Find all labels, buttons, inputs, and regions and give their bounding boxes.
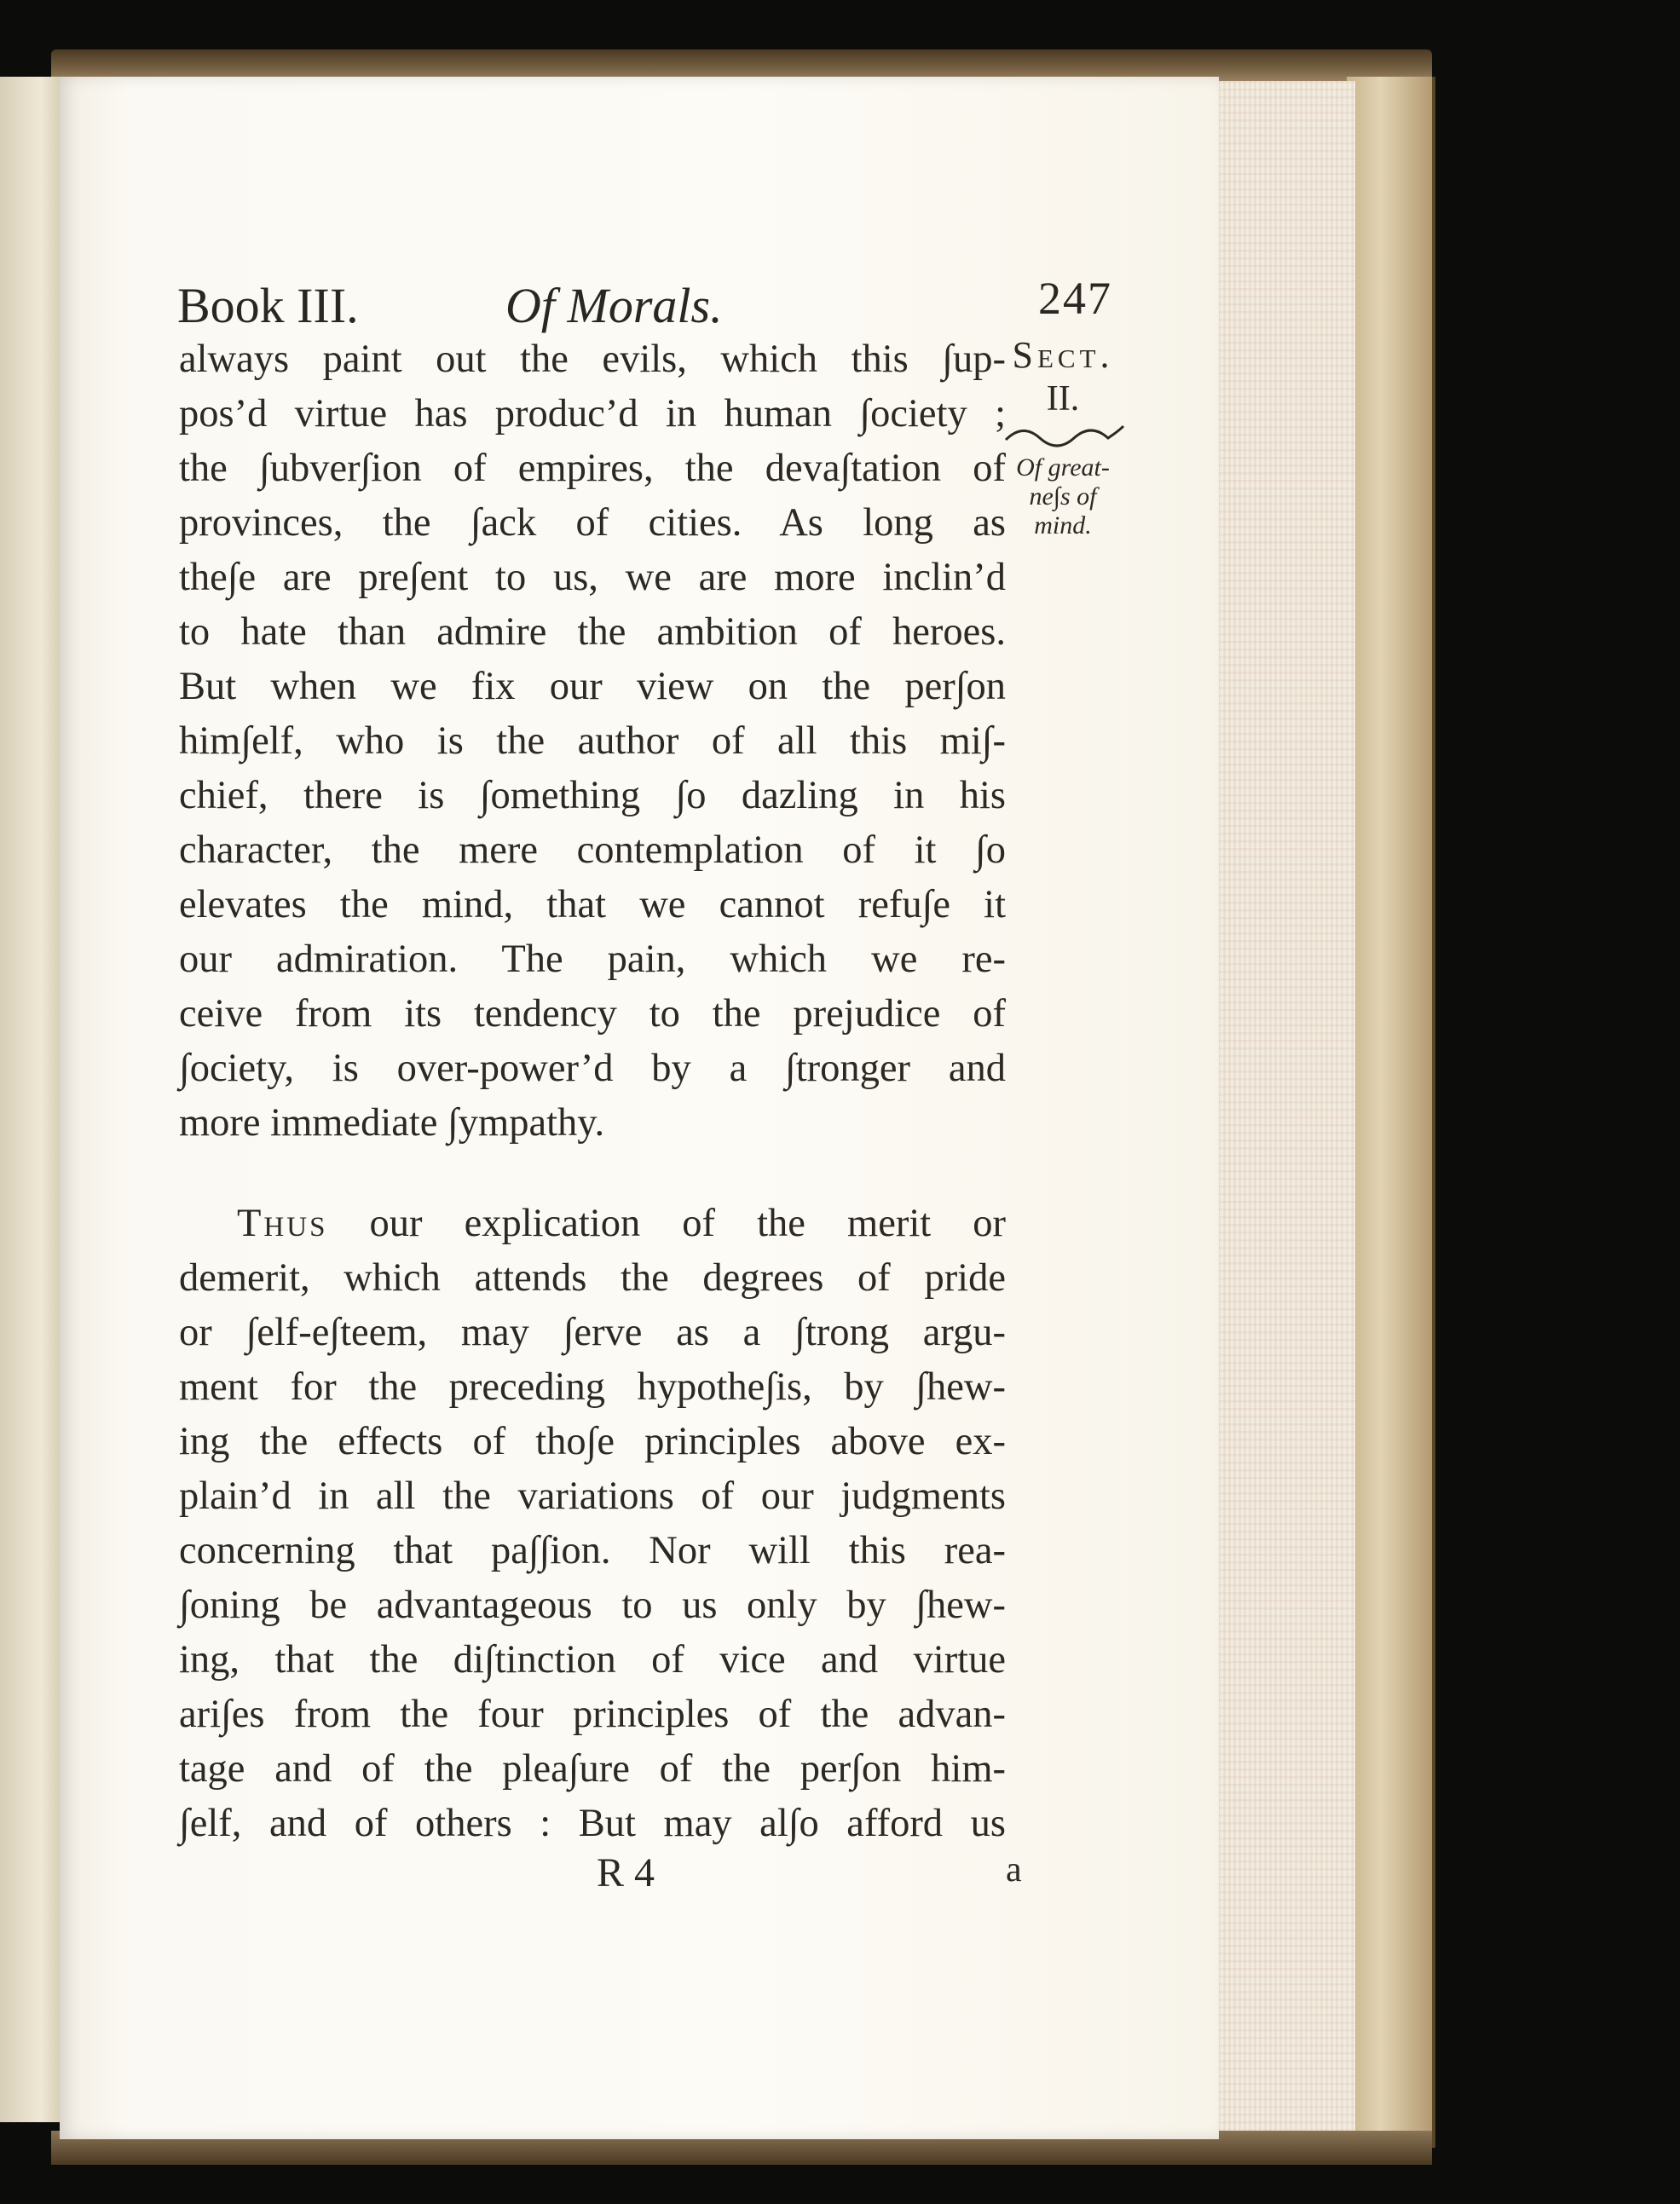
- text-line: tage and of the plea∫ure of the per∫on him-: [179, 1747, 1006, 1791]
- header-title: Of Morals.: [505, 278, 723, 333]
- text-line: pos’d virtue has produc’d in human ∫ociety ;: [179, 392, 1006, 436]
- book-cover-fore-edge: [1347, 77, 1435, 2148]
- lead-word: Thus: [237, 1202, 328, 1245]
- text-line: ∫elf, and of others : But may al∫o afford us: [179, 1802, 1006, 1845]
- text-line: our admiration. The pain, which we re-: [179, 938, 1006, 981]
- catchword: a: [1006, 1850, 1022, 1890]
- ornament-tilde-icon: [990, 419, 1135, 453]
- page-block-edge: [1210, 81, 1355, 2135]
- page-number: 247: [1038, 273, 1112, 324]
- text-line: ceive from its tendency to the prejudice of: [179, 992, 1006, 1036]
- margin-section-number: II.: [1046, 379, 1080, 418]
- text-line: provinces, the ∫ack of cities. As long as: [179, 501, 1006, 545]
- margin-gloss-line: ne∫s of: [1029, 482, 1097, 511]
- paragraph-gap: [179, 1151, 1006, 1197]
- signature-mark: R 4: [597, 1850, 655, 1895]
- text-line: more immediate ∫ympathy.: [179, 1101, 605, 1145]
- text-line: ing, that the di∫tinction of vice and virtue: [179, 1638, 1006, 1682]
- header-book: Book III.: [177, 278, 359, 333]
- text-line: ari∫es from the four principles of the advan-: [179, 1693, 1006, 1736]
- margin-note: [990, 332, 1135, 540]
- text-line: the∫e are pre∫ent to us, we are more inclin’d: [179, 556, 1006, 599]
- text-line: ∫ociety, is over-power’d by a ∫tronger and: [179, 1047, 1006, 1090]
- text-line: chief, there is ∫omething ∫o dazling in his: [179, 774, 1006, 817]
- book-page: [60, 77, 1219, 2139]
- text-line: ing the effects of tho∫e principles above ex-: [179, 1420, 1006, 1463]
- text-line: or ∫elf-e∫teem, may ∫erve as a ∫trong argu-: [179, 1311, 1006, 1354]
- text-line: But when we fix our view on the per∫on: [179, 665, 1006, 708]
- text-line: demerit, which attends the degrees of pride: [179, 1256, 1006, 1300]
- text-line: the ∫ubver∫ion of empires, the deva∫tation of: [179, 447, 1006, 490]
- text-line: concerning that pa∫∫ion. Nor will this rea-: [179, 1529, 1006, 1572]
- text-line: [179, 1197, 1006, 1251]
- text-line: him∫elf, who is the author of all this mi∫-: [179, 719, 1006, 763]
- text-line: plain’d in all the variations of our judgments: [179, 1474, 1006, 1518]
- margin-gloss-line: Of great-: [1016, 453, 1110, 482]
- text-line: always paint out the evils, which this ∫up-: [179, 338, 1006, 381]
- text-line: ment for the preceding hypothe∫is, by ∫hew-: [179, 1365, 1006, 1409]
- margin-gloss-line: mind.: [1034, 511, 1092, 539]
- text-line: character, the mere contemplation of it ∫o: [179, 828, 1006, 872]
- main-text: [179, 332, 1006, 1851]
- text-line: to hate than admire the ambition of heroes.: [179, 610, 1006, 654]
- text-line: ∫oning be advantageous to us only by ∫hew-: [179, 1584, 1006, 1627]
- text-span: our explication of the merit or: [327, 1202, 1006, 1245]
- running-header: [177, 273, 1132, 337]
- margin-section: Sect.: [1012, 334, 1114, 376]
- text-line: elevates the mind, that we cannot refu∫e it: [179, 883, 1006, 926]
